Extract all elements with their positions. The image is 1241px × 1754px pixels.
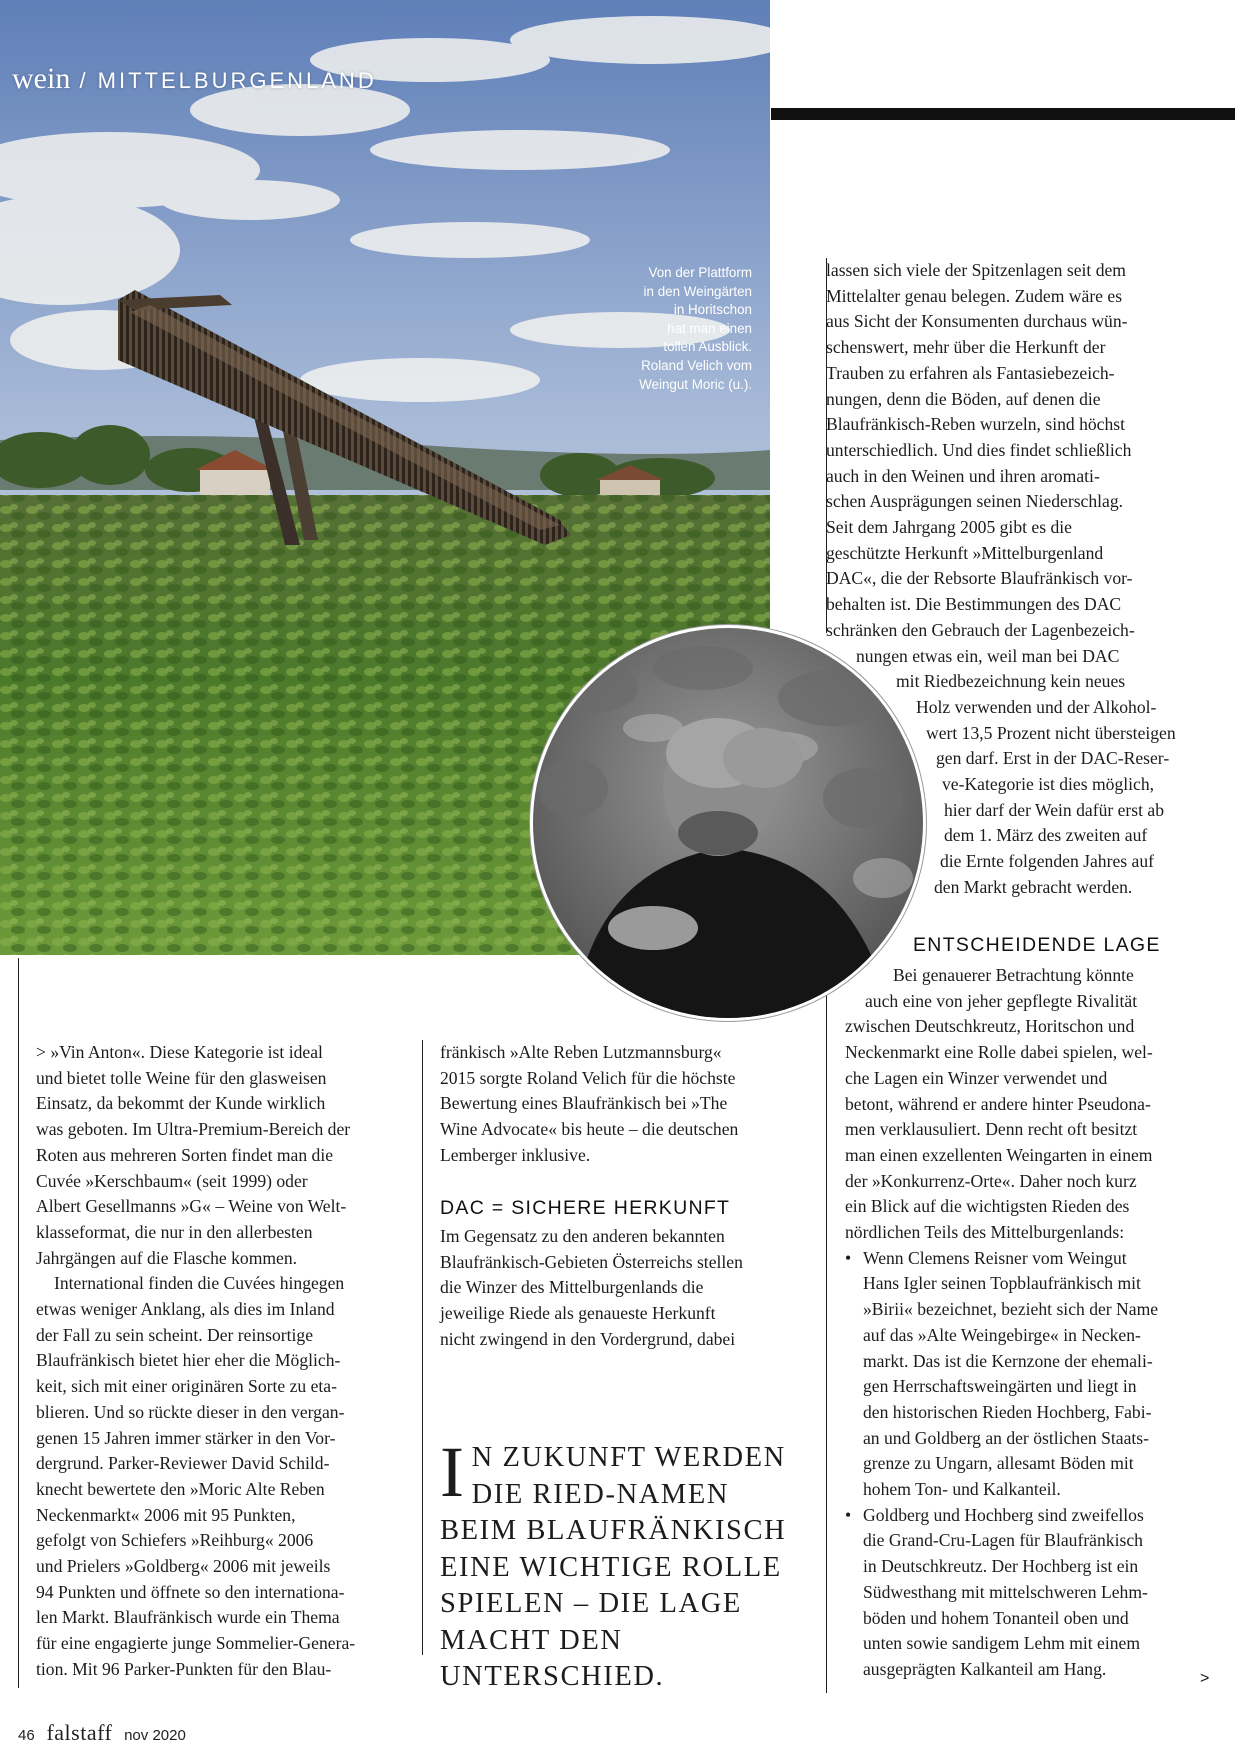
text-line: der Fall zu sein scheint. Der reinsortige — [36, 1324, 314, 1345]
subheading-lage: ENTSCHEIDENDE LAGE — [913, 934, 1161, 956]
text-line: tion. Mit 96 Parker-Punkten für den Blau- — [36, 1658, 332, 1679]
text-line: ausgeprägten Kalkanteil am Hang. — [863, 1658, 1107, 1679]
text-line: nicht zwingend in den Vordergrund, dabei — [440, 1328, 736, 1349]
column-2-continued — [440, 1224, 795, 1353]
photo-caption — [560, 264, 752, 394]
text-line: an und Goldberg an der östlichen Staats- — [863, 1427, 1149, 1448]
text-line: Seit dem Jahrgang 2005 gibt es die — [826, 517, 1072, 538]
text-line: Hans Igler seinen Topblaufränkisch mit — [863, 1273, 1141, 1294]
pull-quote-line: SPIELEN – DIE LAGE — [440, 1588, 742, 1619]
text-line: Blaufränkisch-Reben wurzeln, sind höchst — [826, 414, 1126, 435]
text-line: zwischen Deutschkreutz, Horitschon und — [845, 1016, 1135, 1037]
text-line: lassen sich viele der Spitzenlagen seit dem — [826, 260, 1126, 280]
pull-quote-line: EINE WICHTIGE ROLLE — [440, 1551, 782, 1583]
text-line: »Birii« bezeichnet, bezieht sich der Name — [863, 1299, 1159, 1320]
text-line: > »Vin Anton«. Diese Kategorie ist ideal — [36, 1042, 323, 1062]
caption-line: Weingut Moric (u.). — [639, 376, 752, 392]
caption-line: in den Weingärten — [643, 283, 752, 299]
text-line: Blaufränkisch-Gebieten Österreichs stellen — [440, 1251, 743, 1272]
text-line: in Deutschkreutz. Der Hochberg ist ein — [863, 1556, 1139, 1577]
text-line: Holz verwenden und der Alkohol- — [916, 696, 1157, 717]
text-line: genen 15 Jahren immer stärker in den Vor- — [36, 1427, 336, 1448]
text-line: man einen exzellenten Weingarten in einem — [845, 1144, 1153, 1165]
bullet-item — [845, 1246, 1217, 1503]
text-line: die Grand-Cru-Lagen für Blaufränkisch — [863, 1530, 1143, 1551]
rubric-separator: / — [70, 68, 98, 93]
text-line: markt. Das ist die Kernzone der ehemali- — [863, 1350, 1153, 1371]
text-line: 94 Punkten und öffnete so den internationa- — [36, 1581, 345, 1602]
text-line: den historischen Rieden Hochberg, Fabi- — [863, 1401, 1152, 1422]
text-line: Mittelalter genau belegen. Zudem wäre es — [826, 285, 1123, 306]
column-3 — [845, 963, 1217, 1683]
paragraph — [36, 1271, 408, 1682]
caption-line: tollen Ausblick. — [663, 339, 752, 355]
text-line: Wine Advocate« bis heute – die deutschen — [440, 1119, 739, 1140]
text-line: auch eine von jeher gepflegte Rivalität — [865, 990, 1138, 1011]
text-line: auf das »Alte Weingebirge« in Necken- — [863, 1324, 1141, 1345]
text-line: • Wenn Clemens Reisner vom Weingut — [863, 1247, 1127, 1268]
page-number: 46 — [18, 1727, 35, 1744]
text-line: Einsatz, da bekommt der Kunde wirklich — [36, 1093, 326, 1114]
text-line: jeweilige Riede als genaueste Herkunft — [440, 1303, 716, 1324]
falstaff-logo: falstaff — [46, 1720, 113, 1745]
text-line: gefolgt von Schiefers »Reihburg« 2006 — [36, 1530, 314, 1551]
text-line: Trauben zu erfahren als Fantasiebezeich- — [826, 362, 1115, 383]
section-rubric — [12, 62, 377, 96]
text-line: fränkisch »Alte Reben Lutzmannsburg« — [440, 1042, 722, 1062]
text-line: für eine engagierte junge Sommelier-Genera- — [36, 1633, 356, 1654]
text-line: aus Sicht der Konsumenten durchaus wün- — [826, 311, 1128, 332]
text-line: dem 1. März des zweiten auf — [944, 825, 1148, 846]
text-line: Neckenmarkt eine Rolle dabei spielen, wel- — [845, 1042, 1153, 1063]
text-line: auch in den Weinen und ihren aromati- — [826, 465, 1100, 486]
issue-date: nov 2020 — [124, 1727, 186, 1744]
text-line: schen Ausprägungen seinen Niederschlag. — [826, 491, 1124, 512]
text-line: nungen, denn die Böden, auf denen die — [826, 388, 1101, 409]
column-2 — [440, 1040, 795, 1169]
text-line: geschützte Herkunft »Mittelburgenland — [826, 542, 1104, 563]
text-line: che Lagen ein Winzer verwendet und — [845, 1067, 1108, 1088]
text-line: wert 13,5 Prozent nicht übersteigen — [926, 722, 1176, 743]
text-line: Bewertung eines Blaufränkisch bei »The — [440, 1093, 728, 1114]
pull-quote-line: BEIM BLAUFRÄNKISCH — [440, 1515, 787, 1546]
paragraph — [440, 1224, 795, 1353]
text-line: mit Riedbezeichnung kein neues — [896, 671, 1126, 692]
text-line: klasseformat, die nur in den allerbesten — [36, 1221, 313, 1242]
text-line: Blaufränkisch bietet hier eher die Möglich- — [36, 1350, 341, 1371]
pull-quote — [440, 1432, 800, 1696]
pull-quote-line: UNTERSCHIED. — [440, 1661, 665, 1692]
text-line: schränken den Gebrauch der Lagenbezeich- — [826, 619, 1135, 640]
caption-line: Roland Velich vom — [641, 357, 752, 373]
text-line: schenswert, mehr über die Herkunft der — [826, 337, 1106, 358]
column-1 — [36, 1040, 408, 1683]
rubric-word: wein — [12, 62, 71, 95]
top-rule — [771, 108, 1235, 120]
text-line: gen Herrschaftsweingärten und liegt in — [863, 1376, 1137, 1397]
text-line: behalten ist. Die Bestimmungen des DAC — [826, 594, 1122, 615]
text-line: len Markt. Blaufränkisch wurde ein Thema — [36, 1607, 340, 1628]
pull-quote-line: MACHT DEN — [440, 1624, 623, 1656]
text-line: Lemberger inklusive. — [440, 1144, 591, 1165]
text-line: nördlichen Teils des Mittelburgenlands: — [845, 1222, 1125, 1243]
column-rule — [18, 958, 19, 1688]
pull-quote-initial: I — [440, 1432, 466, 1512]
caption-line: in Horitschon — [673, 302, 752, 318]
text-line: keit, sich mit einer originären Sorte zu eta- — [36, 1376, 337, 1397]
column-rule — [422, 1040, 423, 1655]
text-line: men verklausuliert. Denn recht oft besitzt — [845, 1119, 1138, 1140]
text-line: was geboten. Im Ultra-Premium-Bereich der — [36, 1119, 351, 1140]
text-line: böden und hohem Tonanteil oben und — [863, 1607, 1129, 1628]
text-line: unten sowie sandigem Lehm mit einem — [863, 1633, 1141, 1654]
text-line: hier darf der Wein dafür erst ab — [944, 799, 1165, 820]
text-line: Jahrgängen auf die Flasche kommen. — [36, 1247, 298, 1268]
text-line: der »Konkurrenz-Orte«. Daher noch kurz — [845, 1170, 1137, 1191]
text-line: ve-Kategorie ist dies möglich, — [942, 774, 1155, 795]
text-line: gen darf. Erst in der DAC-Reser- — [936, 748, 1170, 769]
text-line: DAC«, die der Rebsorte Blaufränkisch vor- — [826, 568, 1133, 589]
continue-arrow: > — [1200, 1670, 1210, 1687]
text-line: Im Gegensatz zu den anderen bekannten — [440, 1226, 725, 1246]
pull-quote-line: N ZUKUNFT WERDEN — [471, 1442, 786, 1473]
text-line: grenze zu Ungarn, allesamt Böden mit — [863, 1453, 1134, 1474]
text-line: Südwesthang mit mittelschweren Lehm- — [863, 1581, 1148, 1602]
paragraph — [440, 1040, 795, 1169]
text-line: den Markt gebracht werden. — [934, 876, 1133, 897]
portrait-roland-velich — [533, 628, 923, 1018]
text-line: etwas weniger Anklang, als dies im Inland — [36, 1299, 335, 1320]
text-line: die Winzer des Mittelburgenlands die — [440, 1277, 704, 1298]
paragraph — [845, 963, 1217, 1246]
text-line: Cuvée »Kerschbaum« (seit 1999) oder — [36, 1170, 308, 1191]
text-line: und Prielers »Goldberg« 2006 mit jeweils — [36, 1556, 331, 1577]
text-line: unterschiedlich. Und dies findet schließlich — [826, 439, 1132, 460]
text-line: nungen etwas ein, weil man bei DAC — [856, 645, 1120, 666]
text-line: hohem Ton- und Kalkanteil. — [863, 1479, 1061, 1500]
text-line: Albert Gesellmanns »G« – Weine von Welt- — [36, 1196, 347, 1217]
bullet-item — [845, 1503, 1217, 1683]
text-line: • Goldberg und Hochberg sind zweifellos — [863, 1504, 1144, 1525]
column-rule — [826, 958, 827, 1693]
text-line: Roten aus mehreren Sorten findet man die — [36, 1144, 334, 1165]
page-footer — [18, 1720, 186, 1746]
subheading-dac: DAC = SICHERE HERKUNFT — [440, 1197, 731, 1219]
caption-line: hat man einen — [667, 320, 752, 336]
text-line: Neckenmarkt« 2006 mit 95 Punkten, — [36, 1504, 296, 1525]
text-line: knecht bewertete den »Moric Alte Reben — [36, 1478, 325, 1499]
caption-line: Von der Plattform — [648, 265, 752, 280]
text-line: Bei genauerer Betrachtung könnte — [893, 965, 1134, 985]
text-line: International finden die Cuvées hingegen — [54, 1273, 345, 1294]
text-line: betont, während er andere hinter Pseudona- — [845, 1093, 1151, 1114]
portrait-illustration — [533, 628, 923, 1018]
paragraph — [36, 1040, 408, 1271]
pull-quote-line: DIE RIED-NAMEN — [471, 1478, 730, 1510]
text-line: die Ernte folgenden Jahres auf — [940, 851, 1154, 872]
text-line: dergrund. Parker-Reviewer David Schild- — [36, 1453, 330, 1474]
rubric-section: MITTELBURGENLAND — [97, 68, 377, 93]
text-line: blieren. Und so rückte dieser in den vergan- — [36, 1401, 345, 1422]
text-line: ein Blick auf die wichtigsten Rieden des — [845, 1196, 1130, 1217]
text-line: und bietet tolle Weine für den glasweisen — [36, 1067, 327, 1088]
text-line: 2015 sorgte Roland Velich für die höchste — [440, 1067, 736, 1088]
